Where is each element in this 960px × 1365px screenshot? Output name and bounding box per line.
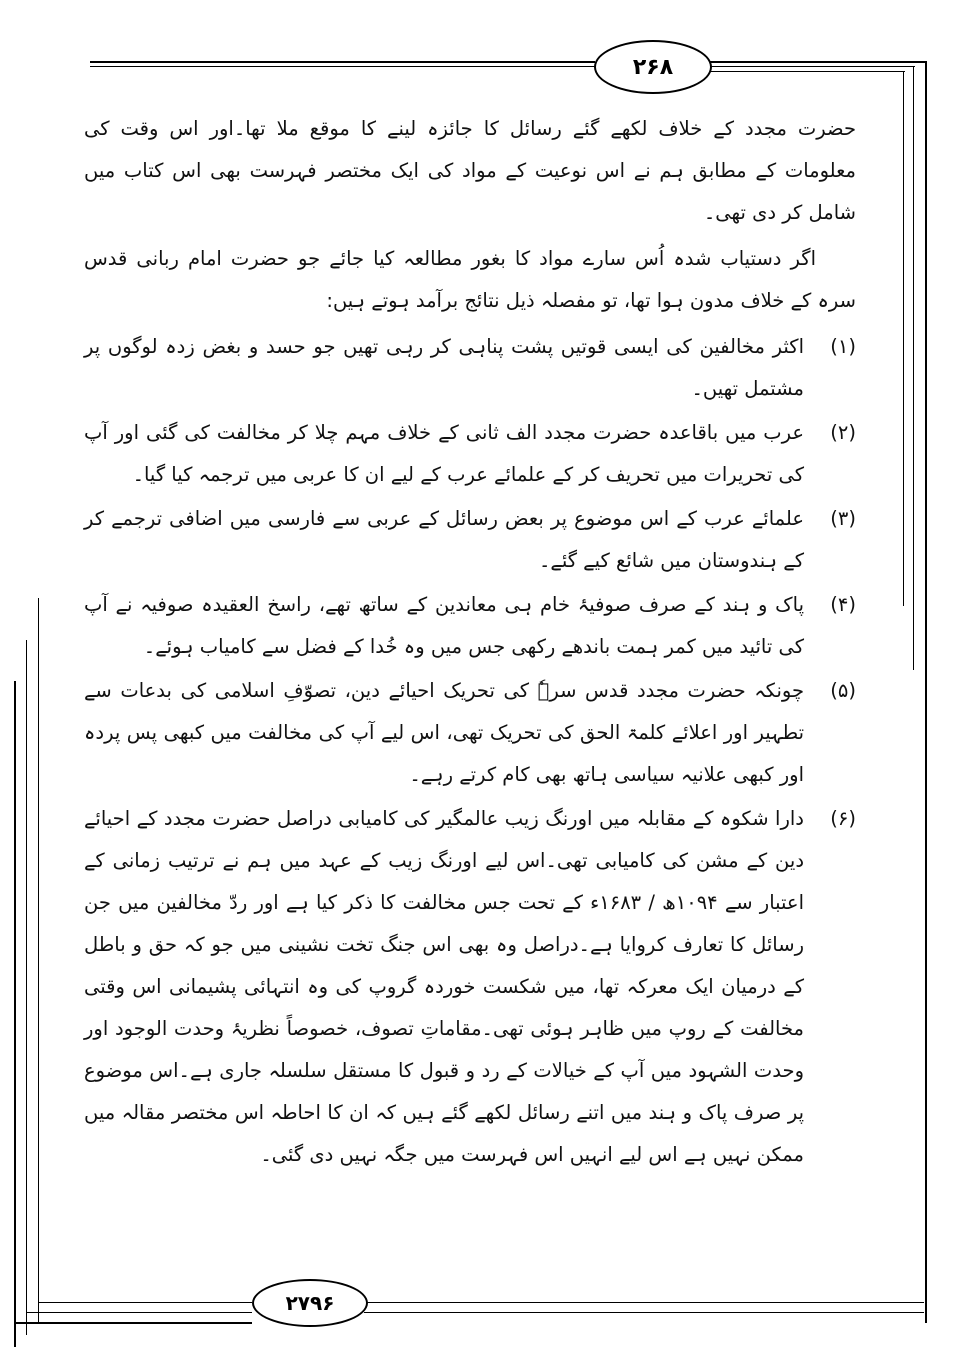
frame-top-right-line xyxy=(707,61,927,63)
list-item-4 xyxy=(84,584,856,668)
frame-top-line-inner xyxy=(90,66,595,67)
list-item-1 xyxy=(84,326,856,410)
frame-bottom-left-line xyxy=(38,1302,252,1303)
page-number-bottom: ۲۷۹۶ xyxy=(252,1279,368,1327)
intro-paragraph-1: حضرت مجدد کے خلاف لکھے گئے رسائل کا جائزہ لینے کا موقع ملا تھا۔اور اس وقت کی معلومات کے مطابق ہم نے اس نوعیت کے مواد کی ایک مختصر فہرست بھی اس کتاب میں شامل کر دی تھی۔ xyxy=(84,117,856,224)
list-item-text: اکثر مخالفین کی ایسی قوتیں پشت پناہی کر رہی تھیں جو حسد و بغض زدہ لوگوں پر مشتمل تھیں۔ xyxy=(84,335,804,400)
list-item-text: دارا شکوہ کے مقابلہ میں اورنگ زیب عالمگیر کی کامیابی دراصل حضرت مجدد کے احیائے دین کے مشن کی کامیابی تھی۔اس لیے اورنگ زیب کے عہد میں ہم نے ترتیب زمانی کے اعتبار سے ۱۰۹۴ھ / ۱۶۸۳ء کے تحت جس مخالفت کا ذکر کیا ہے اور ردّ مخالفین میں جن رسائل کا تعارف کروایا ہے۔دراصل وہ بھی اس جنگ تخت نشینی میں جو کہ حق و باطل کے درمیان ایک معرکہ تھا، میں شکست خوردہ گروپ کی وہ انتہائی پشیمانی اس وقتی مخالفت کے روپ میں ظاہر ہوئی تھی۔مقاماتِ تصوف، خصوصاً نظریۂ وحدت الوجود اور وحدت الشہود میں آپ کے خیالات کے رد و قبول کا مستقل سلسلہ جاری ہے۔اس موضوع پر صرف پاک و ہند میں اتنے رسائل لکھے گئے ہیں کہ ان کا احاطہ اس مختصر مقالہ میں ممکن نہیں ہے اس لیے انہیں اس فہرست میں جگہ نہیں دی گئی۔ xyxy=(84,807,804,1166)
intro-paragraph-2: اگر دستیاب شدہ اُس سارے مواد کا بغور مطالعہ کیا جائے جو حضرت امام ربانی قدس سرہ کے خلاف مدون ہوا تھا، تو مفصلہ ذیل نتائج برآمد ہوتے ہیں: xyxy=(84,247,856,312)
list-item-text: پاک و ہند کے صرف صوفیۂ خام ہی معاندین کے ساتھ تھے، راسخ العقیدہ صوفیہ نے آپ کی تائید میں کمر ہمت باندھے رکھی جس میں وہ خُدا کے فضل سے کامیاب ہوئے۔ xyxy=(84,593,804,658)
frame-bottom-left-line2 xyxy=(26,1312,252,1313)
frame-left-mid xyxy=(26,640,27,1335)
frame-left-outer xyxy=(14,681,16,1347)
list-item-text: علمائے عرب کے اس موضوع پر بعض رسائل کے عربی سے فارسی میں اضافی ترجمے کر کے ہندوستان میں شائع کیے گئے۔ xyxy=(84,507,804,572)
list-item-5 xyxy=(84,670,856,796)
frame-right-mid xyxy=(913,66,914,670)
frame-top-line xyxy=(90,61,595,63)
frame-right-inner xyxy=(903,71,904,606)
frame-top-right-line-inner2 xyxy=(707,71,905,72)
list-item-number: (۳) xyxy=(830,507,856,530)
frame-bottom-left-line3 xyxy=(14,1322,252,1324)
frame-bottom-right-line2 xyxy=(364,1312,924,1313)
page-number-top: ۲۶۸ xyxy=(594,40,712,94)
list-item-text: عرب میں باقاعدہ حضرت مجدد الف ثانی کے خلاف مہم چلا کر مخالفت کی گئی اور آپ کی تحریرات میں تحریف کر کے علمائے عرب کے لیے ان کا عربی میں ترجمہ کیا گیا۔ xyxy=(84,421,804,486)
frame-bottom-right-line xyxy=(364,1302,924,1303)
page-body xyxy=(84,108,856,1178)
list-item-number: (۲) xyxy=(830,421,856,444)
frame-left-inner xyxy=(38,598,39,1323)
list-item-6 xyxy=(84,798,856,1176)
frame-right-outer xyxy=(925,61,927,1323)
list-item-number: (۶) xyxy=(830,807,856,830)
frame-top-right-line-inner xyxy=(707,66,915,67)
list-item-number: (۵) xyxy=(830,679,856,702)
list-item-2 xyxy=(84,412,856,496)
list-item-number: (۴) xyxy=(830,593,856,616)
list-item-3 xyxy=(84,498,856,582)
list-item-text: چونکہ حضرت مجدد قدس سرہٗ کی تحریک احیائے دین، تصوّفِ اسلامی کی بدعات سے تطہیر اور اعلائے کلمۃ الحق کی تحریک تھی، اس لیے آپ کی مخالفت میں کبھی پس پردہ اور کبھی علانیہ سیاسی ہاتھ بھی کام کرتے رہے۔ xyxy=(84,679,804,786)
list-item-number: (۱) xyxy=(830,335,856,358)
